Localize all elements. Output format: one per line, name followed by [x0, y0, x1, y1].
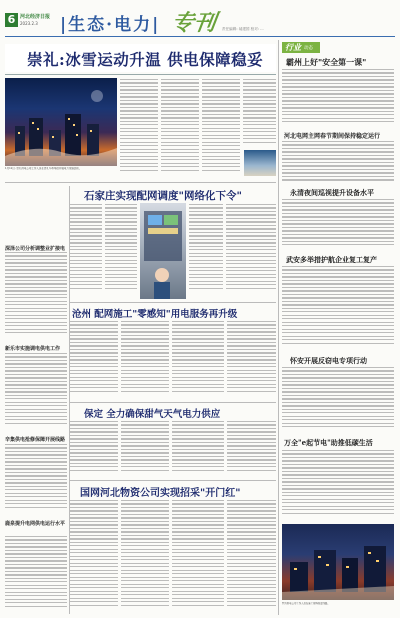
left-column — [5, 186, 67, 616]
middle-text-1b — [105, 204, 137, 298]
right-text-2 — [282, 141, 394, 185]
section-title: |生态·电力| — [60, 15, 161, 35]
right-headline-1: 霸州上好"安全第一课" — [286, 57, 367, 67]
middle-text-2b — [121, 321, 169, 399]
middle-text-3b — [121, 421, 169, 477]
right-headline-6: 万全"e起节电"助推低碳生活 — [284, 438, 373, 447]
lead-headline-band — [5, 44, 276, 72]
left-headline-4: 鹿泉提升电网供电运行水平 — [5, 521, 66, 527]
left-text-4 — [5, 536, 67, 614]
lead-headline-rule — [5, 74, 276, 75]
masthead-divider — [5, 36, 395, 37]
right-text-5 — [282, 367, 394, 433]
right-headline-3: 永清夜间巡视提升设备水平 — [290, 188, 374, 197]
middle-rule-3 — [70, 480, 276, 481]
lead-headline: 崇礼:冰雪运动升温 供电保障稳妥 — [27, 50, 264, 69]
middle-text-4c — [172, 500, 224, 614]
middle-text-2c — [172, 321, 224, 399]
date-line: 2023.2.3 — [20, 21, 38, 26]
page-number-badge: 6 — [5, 13, 18, 27]
middle-rule-1 — [70, 302, 276, 303]
right-column — [280, 40, 396, 618]
right-column-divider — [278, 40, 279, 615]
lead-photo-art — [5, 78, 117, 166]
left-text-1 — [5, 252, 67, 340]
right-photo-caption: 图为供电公司工作人员在施工现场检查线路。 — [282, 602, 330, 605]
middle-text-1c — [189, 204, 223, 298]
edition-label: 河北经济日报 — [20, 14, 51, 20]
right-text-4 — [282, 266, 394, 352]
right-headline-4: 武安多举措护航企业复工复产 — [286, 255, 377, 264]
middle-headline-3: 保定 全力确保甜气天气电力供应 — [84, 409, 221, 420]
left-headline-3: 辛集供电抢修保障开展线路 — [5, 437, 66, 443]
middle-photo-1-art — [140, 203, 186, 299]
lead-inline-photo — [244, 150, 276, 176]
right-headline-2: 河北电网主网春节期间保持稳定运行 — [284, 133, 381, 140]
middle-text-1a — [70, 204, 102, 298]
right-text-3 — [282, 199, 394, 251]
middle-photo-1 — [140, 203, 186, 299]
middle-text-4b — [121, 500, 169, 614]
lead-photo-caption: 1月11日, 崇礼供电公司工作人员在崇礼冬奥场馆开展电力设施巡检。 — [5, 167, 82, 170]
lead-text-col-4 — [243, 79, 276, 149]
left-text-3 — [5, 444, 67, 516]
middle-rule-2 — [70, 402, 276, 403]
left-headline-1: 深泽公司分析调整业扩接电 — [5, 246, 66, 252]
right-headline-5: 怀安开展反窃电专项行动 — [290, 356, 367, 365]
left-headline-2: 新乐市实施调电供电工作 — [5, 346, 61, 352]
section-art: 专刊 — [169, 10, 218, 36]
lead-bottom-rule — [5, 182, 276, 183]
middle-text-4a — [70, 500, 118, 614]
right-text-6 — [282, 450, 394, 520]
middle-text-3a — [70, 421, 118, 477]
middle-text-2d — [227, 321, 276, 399]
right-text-1 — [282, 69, 394, 127]
left-text-2 — [5, 353, 67, 431]
lead-text-col-1 — [120, 79, 158, 179]
middle-text-2a — [70, 321, 118, 399]
right-photo — [282, 524, 394, 600]
lead-photo — [5, 78, 117, 166]
industry-tag-main: 行业 — [285, 42, 301, 52]
middle-headline-1: 石家庄实现配网调度"网络化下令" — [84, 190, 242, 202]
editor-line: 责任编辑: 郝建国 校对: ... — [222, 27, 264, 31]
industry-tag — [282, 42, 320, 53]
industry-tag-sub: 动态 — [304, 46, 313, 51]
middle-headline-2: 沧州 配网施工"零感知"用电服务再升级 — [72, 309, 238, 320]
middle-text-4d — [227, 500, 276, 614]
middle-text-1d — [226, 204, 276, 298]
right-photo-art — [282, 524, 394, 600]
middle-text-3c — [172, 421, 224, 477]
middle-headline-4: 国网河北物资公司实现招采"开门红" — [80, 488, 241, 499]
lead-text-col-3 — [202, 79, 240, 179]
middle-text-3d — [227, 421, 276, 477]
lead-text-col-2 — [161, 79, 199, 179]
